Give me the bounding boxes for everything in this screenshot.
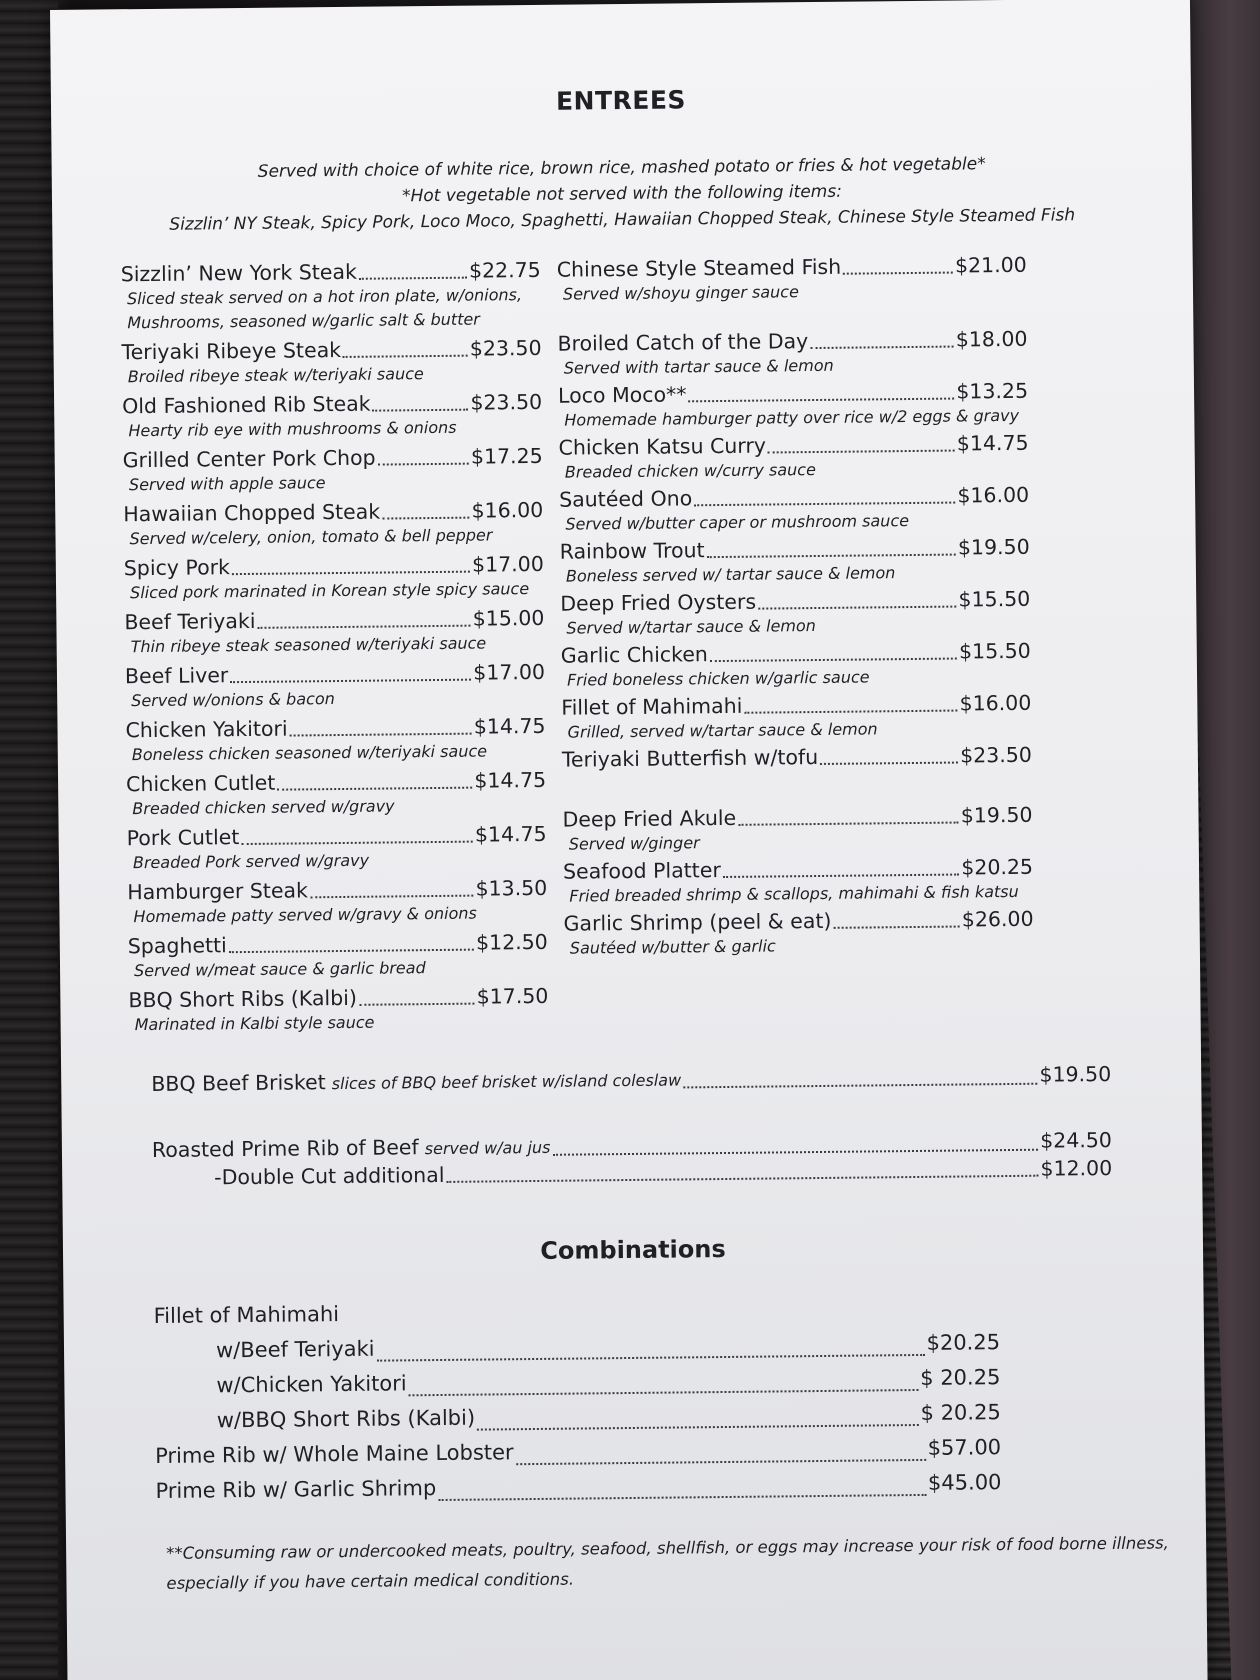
dot-leader bbox=[738, 822, 959, 826]
combinations-list bbox=[154, 1290, 1002, 1509]
menu-item bbox=[125, 713, 546, 771]
item-name: w/Beef Teriyaki bbox=[215, 1336, 375, 1363]
item-name: Beef Teriyaki bbox=[124, 608, 256, 635]
item-name: w/BBQ Short Ribs (Kalbi) bbox=[216, 1405, 476, 1433]
menu-item bbox=[125, 659, 546, 717]
item-price: $57.00 bbox=[927, 1435, 1002, 1460]
dot-leader bbox=[810, 346, 954, 350]
item-name bbox=[151, 1065, 681, 1099]
item-description: Served w/onions & bacon bbox=[131, 689, 335, 711]
item-description: Sliced pork marinated in Korean style spicy sauce bbox=[130, 579, 530, 603]
brisket-name: BBQ Beef Brisket bbox=[151, 1070, 326, 1096]
combination-header: Fillet of Mahimahi bbox=[153, 1302, 340, 1328]
dot-leader bbox=[343, 355, 468, 358]
item-description: Mushrooms, seasoned w/garlic salt & butter bbox=[127, 309, 480, 333]
item-price: $17.25 bbox=[470, 443, 543, 469]
item-description: Grilled, served w/tartar sauce & lemon bbox=[567, 719, 878, 742]
item-name: Beef Liver bbox=[124, 663, 229, 689]
menu-item bbox=[128, 929, 549, 987]
item-name: Chicken Katsu Curry bbox=[558, 433, 767, 460]
brisket-row bbox=[151, 1061, 1111, 1099]
item-description: Sautéed w/butter & garlic bbox=[569, 936, 776, 958]
item-price: $21.00 bbox=[954, 252, 1027, 278]
item-name: Deep Fried Oysters bbox=[560, 589, 757, 616]
prime-rib-name: Roasted Prime Rib of Beef bbox=[151, 1135, 419, 1162]
item-name: Sautéed Ono bbox=[559, 486, 693, 512]
menu-item bbox=[557, 252, 1028, 331]
item-name: BBQ Short Ribs (Kalbi) bbox=[128, 985, 358, 1013]
dot-leader bbox=[310, 895, 474, 899]
item-name: Seafood Platter bbox=[562, 858, 721, 884]
dot-leader bbox=[277, 787, 472, 791]
prime-rib-row bbox=[152, 1127, 1113, 1191]
item-description: Served w/celery, onion, tomato & bell pepper bbox=[129, 525, 493, 549]
left-column bbox=[121, 257, 549, 1041]
menu-item bbox=[121, 257, 542, 339]
menu-item bbox=[126, 767, 547, 825]
menu-item bbox=[127, 821, 548, 879]
item-name: Garlic Chicken bbox=[560, 642, 708, 668]
item-price: $17.50 bbox=[476, 983, 549, 1009]
item-price: $23.50 bbox=[469, 335, 542, 361]
menu-item bbox=[558, 430, 1029, 487]
intro-line: Served with choice of white rice, brown rice, mashed potato or fries & hot vegetable* bbox=[257, 154, 986, 182]
item-description: Breaded chicken w/curry sauce bbox=[564, 460, 816, 482]
dot-leader bbox=[820, 762, 958, 765]
item-description: Fried breaded shrimp & scallops, mahimahi & fish katsu bbox=[569, 881, 1019, 906]
item-name: Old Fashioned Rib Steak bbox=[122, 391, 371, 419]
item-name: Chicken Cutlet bbox=[125, 770, 276, 797]
item-price: $18.00 bbox=[955, 326, 1028, 352]
item-name: Teriyaki Ribeye Steak bbox=[121, 337, 342, 365]
menu-item bbox=[561, 690, 1032, 747]
dot-leader bbox=[229, 949, 474, 954]
menu-item bbox=[123, 497, 544, 555]
dot-leader bbox=[707, 554, 956, 559]
menu-item bbox=[563, 854, 1034, 911]
dot-leader bbox=[382, 517, 469, 520]
menu-item bbox=[127, 875, 548, 933]
item-price: $22.75 bbox=[468, 257, 541, 283]
item-price: $16.00 bbox=[959, 690, 1032, 716]
menu-item bbox=[122, 389, 543, 447]
item-name: Grilled Center Pork Chop bbox=[122, 445, 376, 473]
item-description: Breaded Pork served w/gravy bbox=[132, 850, 370, 873]
item-name: Hawaiian Chopped Steak bbox=[123, 499, 381, 527]
item-price: $14.75 bbox=[474, 767, 547, 793]
menu-item bbox=[562, 742, 1033, 807]
menu-item bbox=[557, 326, 1028, 383]
item-description: Served with apple sauce bbox=[128, 473, 326, 495]
item-description: Fried boneless chicken w/garlic sauce bbox=[566, 667, 870, 690]
item-price: $16.00 bbox=[471, 497, 544, 523]
brisket-desc: slices of BBQ beef brisket w/island coleslaw bbox=[331, 1070, 682, 1094]
item-description: Served with tartar sauce & lemon bbox=[563, 355, 834, 378]
dot-leader bbox=[241, 841, 473, 845]
menu-item bbox=[560, 534, 1031, 591]
item-description: Homemade hamburger patty over rice w/2 eggs & gravy bbox=[564, 405, 1020, 430]
brisket-price: $19.50 bbox=[1039, 1061, 1112, 1087]
item-description: Boneless chicken seasoned w/teriyaki sauce bbox=[131, 741, 488, 765]
menu-item bbox=[562, 802, 1033, 859]
dot-leader bbox=[373, 409, 469, 412]
binder-left-edge bbox=[0, 0, 58, 1680]
dot-leader bbox=[359, 1003, 475, 1006]
item-name: Chinese Style Steamed Fish bbox=[556, 254, 842, 282]
item-description: Thin ribeye steak seasoned w/teriyaki sauce bbox=[130, 633, 487, 657]
right-column bbox=[557, 252, 1034, 963]
dot-leader bbox=[378, 463, 469, 466]
item-description: Breaded chicken served w/gravy bbox=[132, 796, 395, 819]
dot-leader bbox=[232, 571, 470, 575]
dot-leader bbox=[744, 710, 957, 714]
item-price: $14.75 bbox=[473, 713, 546, 739]
item-description: Served w/shoyu ginger sauce bbox=[562, 282, 799, 304]
item-price: $14.75 bbox=[956, 430, 1029, 456]
item-price: $19.50 bbox=[957, 534, 1030, 560]
item-name: Loco Moco** bbox=[557, 382, 687, 408]
item-price: $ 20.25 bbox=[920, 1400, 1001, 1425]
footnote bbox=[166, 1528, 1177, 1599]
dot-leader bbox=[447, 1175, 1039, 1183]
menu-item bbox=[560, 586, 1031, 643]
item-name: Rainbow Trout bbox=[559, 538, 705, 564]
item-name: Teriyaki Butterfish w/tofu bbox=[561, 744, 819, 772]
item-price: $17.00 bbox=[471, 551, 544, 577]
combinations-title: Combinations bbox=[540, 1234, 726, 1265]
menu-page bbox=[50, 0, 1208, 1680]
item-name: Prime Rib w/ Whole Maine Lobster bbox=[155, 1440, 514, 1468]
item-name: w/Chicken Yakitori bbox=[216, 1371, 407, 1398]
item-price: $17.00 bbox=[473, 659, 546, 685]
item-price: $12.50 bbox=[475, 929, 548, 955]
menu-item bbox=[123, 443, 544, 501]
item-price: $13.25 bbox=[956, 378, 1029, 404]
item-description: Served w/ginger bbox=[568, 833, 700, 854]
dot-leader bbox=[438, 1494, 926, 1501]
dot-leader bbox=[723, 874, 960, 878]
item-description: Homemade patty served w/gravy & onions bbox=[133, 903, 477, 927]
dot-leader bbox=[290, 733, 472, 737]
dot-leader bbox=[758, 606, 956, 610]
dot-leader bbox=[377, 1354, 925, 1362]
item-price: $15.50 bbox=[958, 586, 1031, 612]
item-price: $45.00 bbox=[927, 1470, 1002, 1495]
item-name: Broiled Catch of the Day bbox=[557, 329, 809, 356]
dot-leader bbox=[553, 1149, 1039, 1156]
menu-item bbox=[124, 605, 545, 663]
combination-item bbox=[155, 1465, 1001, 1509]
dot-leader bbox=[768, 450, 955, 454]
item-description: Boneless served w/ tartar sauce & lemon bbox=[565, 563, 896, 586]
dot-leader bbox=[258, 625, 471, 629]
menu-item bbox=[561, 638, 1032, 695]
item-name bbox=[152, 1133, 551, 1165]
item-description: Hearty rib eye with mushrooms & onions bbox=[128, 417, 457, 441]
item-name: Prime Rib w/ Garlic Shrimp bbox=[155, 1476, 437, 1503]
prime-rib-desc: served w/au jus bbox=[424, 1137, 551, 1159]
footnote-line: especially if you have certain medical conditions. bbox=[166, 1569, 575, 1593]
item-name: Fillet of Mahimahi bbox=[561, 693, 743, 720]
double-cut-price: $12.00 bbox=[1040, 1155, 1113, 1181]
item-name: Hamburger Steak bbox=[127, 878, 309, 905]
item-description: Broiled ribeye steak w/teriyaki sauce bbox=[127, 364, 424, 387]
menu-item bbox=[128, 983, 549, 1041]
dot-leader bbox=[683, 1083, 1037, 1089]
menu-item bbox=[121, 335, 542, 393]
item-price: $13.50 bbox=[475, 875, 548, 901]
item-price: $14.75 bbox=[474, 821, 547, 847]
dot-leader bbox=[710, 658, 957, 663]
item-price: $ 20.25 bbox=[920, 1365, 1001, 1390]
dot-leader bbox=[477, 1424, 919, 1431]
dot-leader bbox=[359, 277, 467, 280]
menu-item bbox=[563, 906, 1034, 963]
prime-rib-price: $24.50 bbox=[1040, 1127, 1113, 1153]
intro-line: *Hot vegetable not served with the following items: bbox=[401, 181, 842, 207]
item-description: Served w/tartar sauce & lemon bbox=[566, 616, 816, 638]
menu-item bbox=[559, 482, 1030, 539]
item-description: Marinated in Kalbi style sauce bbox=[134, 1012, 375, 1035]
item-price: $26.00 bbox=[961, 906, 1034, 932]
item-description: Sliced steak served on a hot iron plate, w/onions, bbox=[126, 285, 523, 309]
dot-leader bbox=[689, 398, 955, 403]
item-price: $19.50 bbox=[960, 802, 1033, 828]
item-name: Sizzlin’ New York Steak bbox=[120, 259, 358, 287]
dot-leader bbox=[230, 679, 471, 684]
menu-title: ENTREES bbox=[555, 85, 687, 116]
dot-leader bbox=[833, 926, 959, 929]
item-name: Pork Cutlet bbox=[126, 825, 240, 851]
item-price: $15.50 bbox=[958, 638, 1031, 664]
item-name: Spicy Pork bbox=[123, 555, 231, 581]
item-price: $20.25 bbox=[961, 854, 1034, 880]
item-price: $23.50 bbox=[959, 742, 1032, 768]
double-cut-name: -Double Cut additional bbox=[214, 1162, 445, 1190]
intro-line: Sizzlin’ NY Steak, Spicy Pork, Loco Moco, Spaghetti, Hawaiian Chopped Steak, Chinese Style Steamed Fish bbox=[169, 205, 1076, 235]
item-description: Served w/butter caper or mushroom sauce bbox=[565, 511, 910, 534]
item-price: $20.25 bbox=[926, 1330, 1001, 1355]
menu-item bbox=[124, 551, 545, 609]
item-price: $15.00 bbox=[472, 605, 545, 631]
item-name: Garlic Shrimp (peel & eat) bbox=[563, 908, 832, 936]
footnote-line: **Consuming raw or undercooked meats, poultry, seafood, shellfish, or eggs may increase your risk of food borne illness, bbox=[166, 1533, 1169, 1563]
dot-leader bbox=[516, 1459, 926, 1465]
item-name: Chicken Yakitori bbox=[125, 716, 288, 743]
item-description: Served w/meat sauce & garlic bread bbox=[133, 958, 426, 981]
dot-leader bbox=[694, 502, 955, 507]
item-price: $23.50 bbox=[470, 389, 543, 415]
dot-leader bbox=[843, 272, 953, 275]
item-price: $16.00 bbox=[957, 482, 1030, 508]
menu-item bbox=[558, 378, 1029, 435]
dot-leader bbox=[409, 1389, 919, 1396]
item-name: Deep Fried Akule bbox=[562, 805, 737, 832]
item-name: Spaghetti bbox=[127, 933, 227, 959]
